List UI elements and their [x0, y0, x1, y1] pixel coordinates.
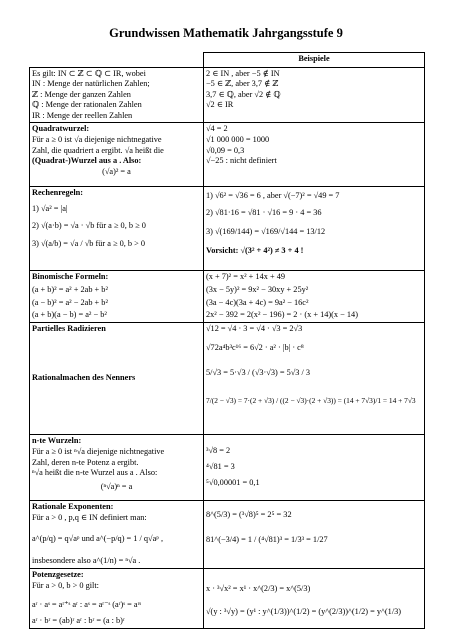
table-row — [30, 323, 425, 435]
table-row — [30, 569, 425, 629]
example-line: √72a⁴b³c¹⁶ = 6√2 · a² · |b| · c⁸ — [206, 343, 304, 353]
example-line: (3a − 4c)(3a + 4c) = 9a² − 16c² — [206, 297, 309, 307]
header-empty-cell — [30, 53, 204, 68]
example-cell — [204, 569, 425, 629]
example-line: √12 = √4 · 3 = √4 · √3 = 2√3 — [206, 324, 303, 334]
example-line: 5/√3 = 5·√3 / (√3·√3) = 5√3 / 3 — [206, 367, 311, 377]
example-line: (x + 7)² = x² + 14x + 49 — [206, 272, 285, 282]
examples-header: Beispiele — [204, 53, 425, 68]
example-line: √−25 : nicht definiert — [206, 156, 277, 166]
section-heading: Rationale Exponenten: — [32, 502, 114, 512]
rule-cell — [30, 501, 204, 569]
example-cell — [204, 187, 425, 271]
rule-line: 1) √a² = |a| — [32, 204, 68, 214]
example-line: x · ³√x² = x¹ · x^(2/3) = x^(5/3) — [206, 584, 311, 594]
example-cell — [204, 323, 425, 435]
example-line: √(y : ³√y) = (y¹ : y^(1/3))^(1/2) = (y^(2/3))^(1/2) = y^(1/3) — [206, 607, 402, 617]
example-line: √0,09 = 0,3 — [206, 145, 245, 155]
section-heading: n-te Wurzeln: — [32, 436, 82, 446]
table-row — [30, 501, 425, 569]
rule-line: ⁿ√a heißt die n-te Wurzel aus a . Also: — [32, 468, 158, 478]
example-line: √2 ∈ IR — [206, 100, 234, 110]
example-line: 3,7 ∈ ℚ, aber √2 ∉ ℚ — [206, 89, 281, 99]
page-title: Grundwissen Mathematik Jahrgangsstufe 9 — [109, 26, 343, 40]
table-row — [30, 67, 425, 123]
rule-line: Zahl, deren n-te Potenz a ergibt. — [32, 457, 139, 467]
rule-line: Für a > 0 , p,q ∈ IN definiert man: — [32, 513, 147, 523]
section-heading: Partielles Radizieren — [32, 324, 106, 334]
rule-line: Es gilt: IN ⊂ ℤ ⊂ ℚ ⊂ IR, wobei — [32, 68, 146, 78]
rule-line: ℚ : Menge der rationalen Zahlen — [32, 100, 142, 110]
example-cell — [204, 271, 425, 323]
example-line: 8^(5/3) = (³√8)⁵ = 2⁵ = 32 — [206, 510, 292, 520]
rule-line: (Quadrat-)Wurzel aus a . Also: — [32, 156, 142, 166]
example-line: ⁵√0,00001 = 0,1 — [206, 477, 260, 487]
example-line: 3) √(169/144) = √169/√144 = 13/12 — [206, 226, 326, 236]
rule-line: Zahl, die quadriert a ergibt. √a heißt die — [32, 145, 164, 155]
section-heading: Binomische Formeln: — [32, 272, 109, 282]
knowledge-table — [29, 52, 425, 629]
example-line: 81^(−3/4) = 1 / (⁴√81)³ = 1/3³ = 1/27 — [206, 535, 328, 545]
section-heading: Rechenregeln: — [32, 188, 83, 198]
rule-line: ℤ : Menge der ganzen Zahlen — [32, 89, 131, 99]
rule-line: (a + b)(a − b) = a² − b² — [32, 310, 107, 320]
rule-cell — [30, 67, 204, 123]
rule-cell — [30, 123, 204, 187]
section-heading: Rationalmachen des Nenners — [32, 373, 136, 383]
rule-line: Für a ≥ 0 ist ⁿ√a diejenige nichtnegative — [32, 447, 165, 457]
rule-line: 3) √(a/b) = √a / √b für a ≥ 0, b > 0 — [32, 239, 146, 249]
rule-cell — [30, 271, 204, 323]
section-heading: Potenzgesetze: — [32, 570, 84, 580]
rule-cell — [30, 435, 204, 501]
example-line: −5 ∈ ℤ, aber 3,7 ∉ ℤ — [206, 79, 279, 89]
example-cell — [204, 123, 425, 187]
example-line: 1) √6² = √36 = 6 , aber √(−7)² = √49 = 7 — [206, 191, 340, 201]
rule-line: (a + b)² = a² + 2ab + b² — [32, 285, 108, 295]
rule-line: a^(p/q) = q√aᵖ und a^(−p/q) = 1 / q√aᵖ , — [32, 533, 164, 543]
rule-formula: (√a)² = a — [102, 166, 131, 176]
table-row — [30, 271, 425, 323]
example-line: 2) √81·16 = √81 · √16 = 9 · 4 = 36 — [206, 208, 322, 218]
table-row — [30, 435, 425, 501]
rule-line: Für a ≥ 0 ist √a diejenige nichtnegative — [32, 135, 162, 145]
rule-line: aʳ · aˢ = aʳ⁺ˢ aʳ : aˢ = aʳ⁻ˢ (aʳ)ˢ = aʳˢ — [32, 599, 142, 609]
example-line: Vorsicht: √(3² + 4²) ≠ 3 + 4 ! — [206, 246, 304, 256]
example-line: 2 ∈ IN , aber −5 ∉ IN — [206, 68, 280, 78]
rule-line: insbesondere also a^(1/n) = ⁿ√a . — [32, 556, 141, 566]
example-cell — [204, 501, 425, 569]
rule-cell — [30, 569, 204, 629]
rule-formula: (ⁿ√a)ⁿ = a — [100, 481, 133, 491]
section-heading: Quadratwurzel: — [32, 124, 90, 134]
example-cell — [204, 67, 425, 123]
example-line: ⁴√81 = 3 — [206, 462, 235, 472]
table-row — [30, 187, 425, 271]
example-line: 2x² − 392 = 2(x² − 196) = 2 · (x + 14)(x − 14) — [206, 310, 358, 320]
rule-cell — [30, 187, 204, 271]
rule-line: Für a > 0, b > 0 gilt: — [32, 581, 99, 591]
example-line: √4 = 2 — [206, 124, 228, 134]
rule-line: IR : Menge der reellen Zahlen — [32, 110, 133, 120]
table-row — [30, 123, 425, 187]
example-line: 7/(2 − √3) = 7·(2 + √3) / ((2 − √3)·(2 + √3)) = (14 + 7√3)/1 = 14 + 7√3 — [206, 396, 416, 406]
example-cell — [204, 435, 425, 501]
rule-line: aʳ · bʳ = (ab)ʳ aʳ : bʳ = (a : b)ʳ — [32, 616, 125, 626]
example-line: ³√8 = 2 — [206, 446, 231, 456]
example-line: √1 000 000 = 1000 — [206, 135, 270, 145]
rule-line: 2) √(a·b) = √a · √b für a ≥ 0, b ≥ 0 — [32, 220, 146, 230]
rule-cell — [30, 323, 204, 435]
example-line: (3x − 5y)² = 9x² − 30xy + 25y² — [206, 285, 309, 295]
rule-line: (a − b)² = a² − 2ab + b² — [32, 297, 108, 307]
rule-line: IN : Menge der natürlichen Zahlen; — [32, 79, 150, 89]
header-row — [30, 53, 425, 68]
